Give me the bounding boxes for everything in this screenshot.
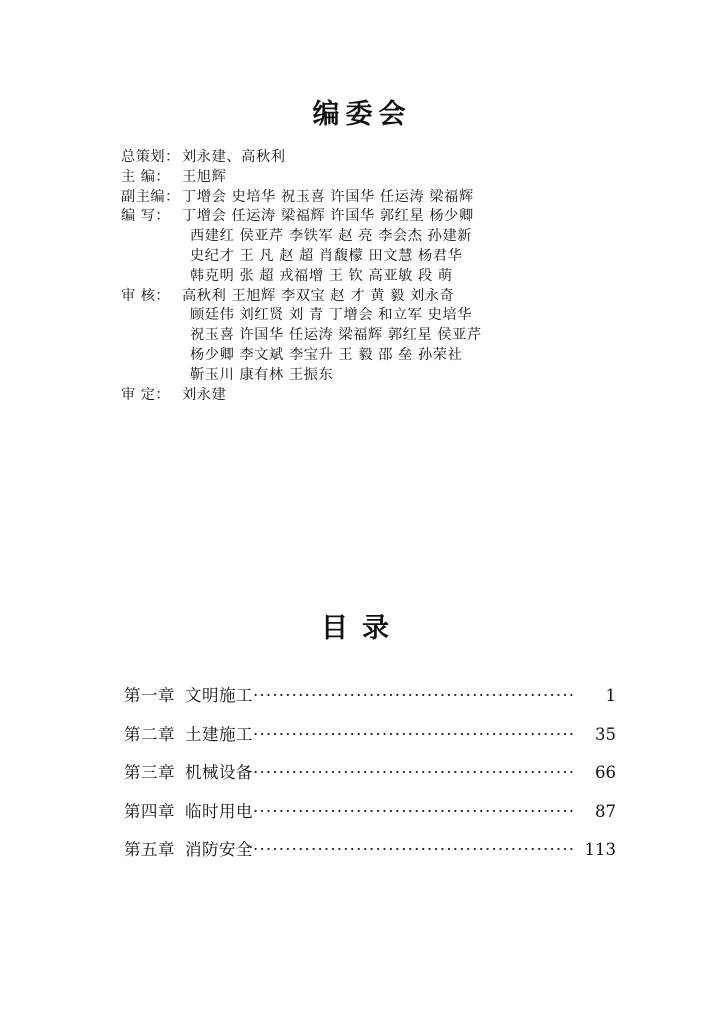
committee-names: 丁增会 史培华 祝玉喜 许国华 任运涛 梁福辉 bbox=[182, 188, 474, 205]
committee-role: 审 核： bbox=[121, 287, 171, 304]
committee-title: 编委会 bbox=[312, 99, 412, 130]
toc-chapter-number: 第一章 bbox=[124, 686, 175, 705]
committee-row bbox=[121, 366, 581, 386]
committee-role: 主 编： bbox=[121, 168, 171, 185]
toc-chapter-title: 文明施工 bbox=[185, 686, 253, 705]
committee-names: 高秋利 王旭辉 李双宝 赵 才 黄 毅 刘永奇 bbox=[182, 287, 455, 304]
toc-chapter-title: 临时用电 bbox=[185, 801, 253, 821]
committee-row bbox=[121, 287, 581, 307]
toc-page-number: 87 bbox=[595, 801, 616, 821]
toc-chapter-number: 第三章 bbox=[124, 763, 175, 782]
committee-row bbox=[121, 267, 581, 287]
toc-entry[interactable] bbox=[124, 759, 616, 798]
committee-row bbox=[121, 326, 581, 346]
toc-entry[interactable] bbox=[124, 682, 616, 721]
committee-names: 杨少卿 李文斌 李宝升 王 毅 邵 垒 孙荣社 bbox=[190, 346, 463, 363]
committee-names: 刘永建 bbox=[182, 386, 227, 403]
committee-names: 王旭辉 bbox=[182, 168, 227, 185]
committee-list bbox=[121, 148, 581, 405]
committee-names: 祝玉喜 许国华 任运涛 梁福辉 郭红星 侯亚芹 bbox=[190, 327, 482, 344]
committee-names: 史纪才 王 凡 赵 超 肖馥檬 田文慧 杨君华 bbox=[190, 247, 463, 264]
toc-leader-dots bbox=[253, 802, 576, 821]
committee-role: 总策划： bbox=[121, 149, 180, 165]
committee-names: 靳玉川 康有林 王振东 bbox=[190, 366, 334, 383]
committee-names: 韩克明 张 超 戎福增 王 钦 高亚敏 段 萌 bbox=[190, 267, 453, 284]
committee-role: 审 定： bbox=[121, 386, 171, 403]
committee-row bbox=[121, 207, 581, 227]
toc-chapter-title: 消防安全 bbox=[185, 840, 253, 859]
toc-entry[interactable] bbox=[124, 721, 616, 760]
toc-leader-dots bbox=[253, 840, 576, 859]
committee-role: 副主编： bbox=[121, 188, 180, 205]
committee-names: 刘永建、高秋利 bbox=[182, 149, 286, 165]
committee-names: 顾廷伟 刘红贤 刘 青 丁增会 和立军 史培华 bbox=[190, 307, 473, 324]
committee-row bbox=[121, 386, 581, 406]
committee-role: 编 写： bbox=[121, 208, 171, 225]
toc-leader-dots bbox=[253, 725, 576, 744]
toc-page-number: 35 bbox=[595, 724, 616, 744]
toc-page-number: 1 bbox=[605, 686, 616, 705]
committee-row bbox=[121, 247, 581, 267]
committee-row bbox=[121, 188, 581, 208]
toc-chapter-number: 第四章 bbox=[124, 801, 175, 821]
toc-chapter-number: 第二章 bbox=[124, 724, 175, 744]
toc-chapter-title: 土建施工 bbox=[185, 724, 253, 744]
committee-row bbox=[121, 227, 581, 247]
toc-leader-dots bbox=[253, 686, 576, 705]
toc-entry[interactable] bbox=[124, 798, 616, 837]
toc-title: 目录 bbox=[321, 613, 403, 644]
toc-page-number: 66 bbox=[595, 763, 616, 782]
table-of-contents bbox=[124, 682, 616, 875]
toc-leader-dots bbox=[253, 763, 576, 782]
toc-chapter-title: 机械设备 bbox=[185, 763, 253, 782]
toc-entry[interactable] bbox=[124, 836, 616, 875]
committee-row bbox=[121, 168, 581, 188]
committee-row bbox=[121, 148, 581, 168]
committee-names: 西建红 侯亚芹 李铁军 赵 亮 李会杰 孙建新 bbox=[190, 228, 473, 245]
toc-page-number: 113 bbox=[584, 840, 616, 859]
committee-row bbox=[121, 306, 581, 326]
toc-chapter-number: 第五章 bbox=[124, 840, 175, 859]
committee-names: 丁增会 任运涛 梁福辉 许国华 郭红星 杨少卿 bbox=[182, 208, 474, 225]
committee-row bbox=[121, 346, 581, 366]
